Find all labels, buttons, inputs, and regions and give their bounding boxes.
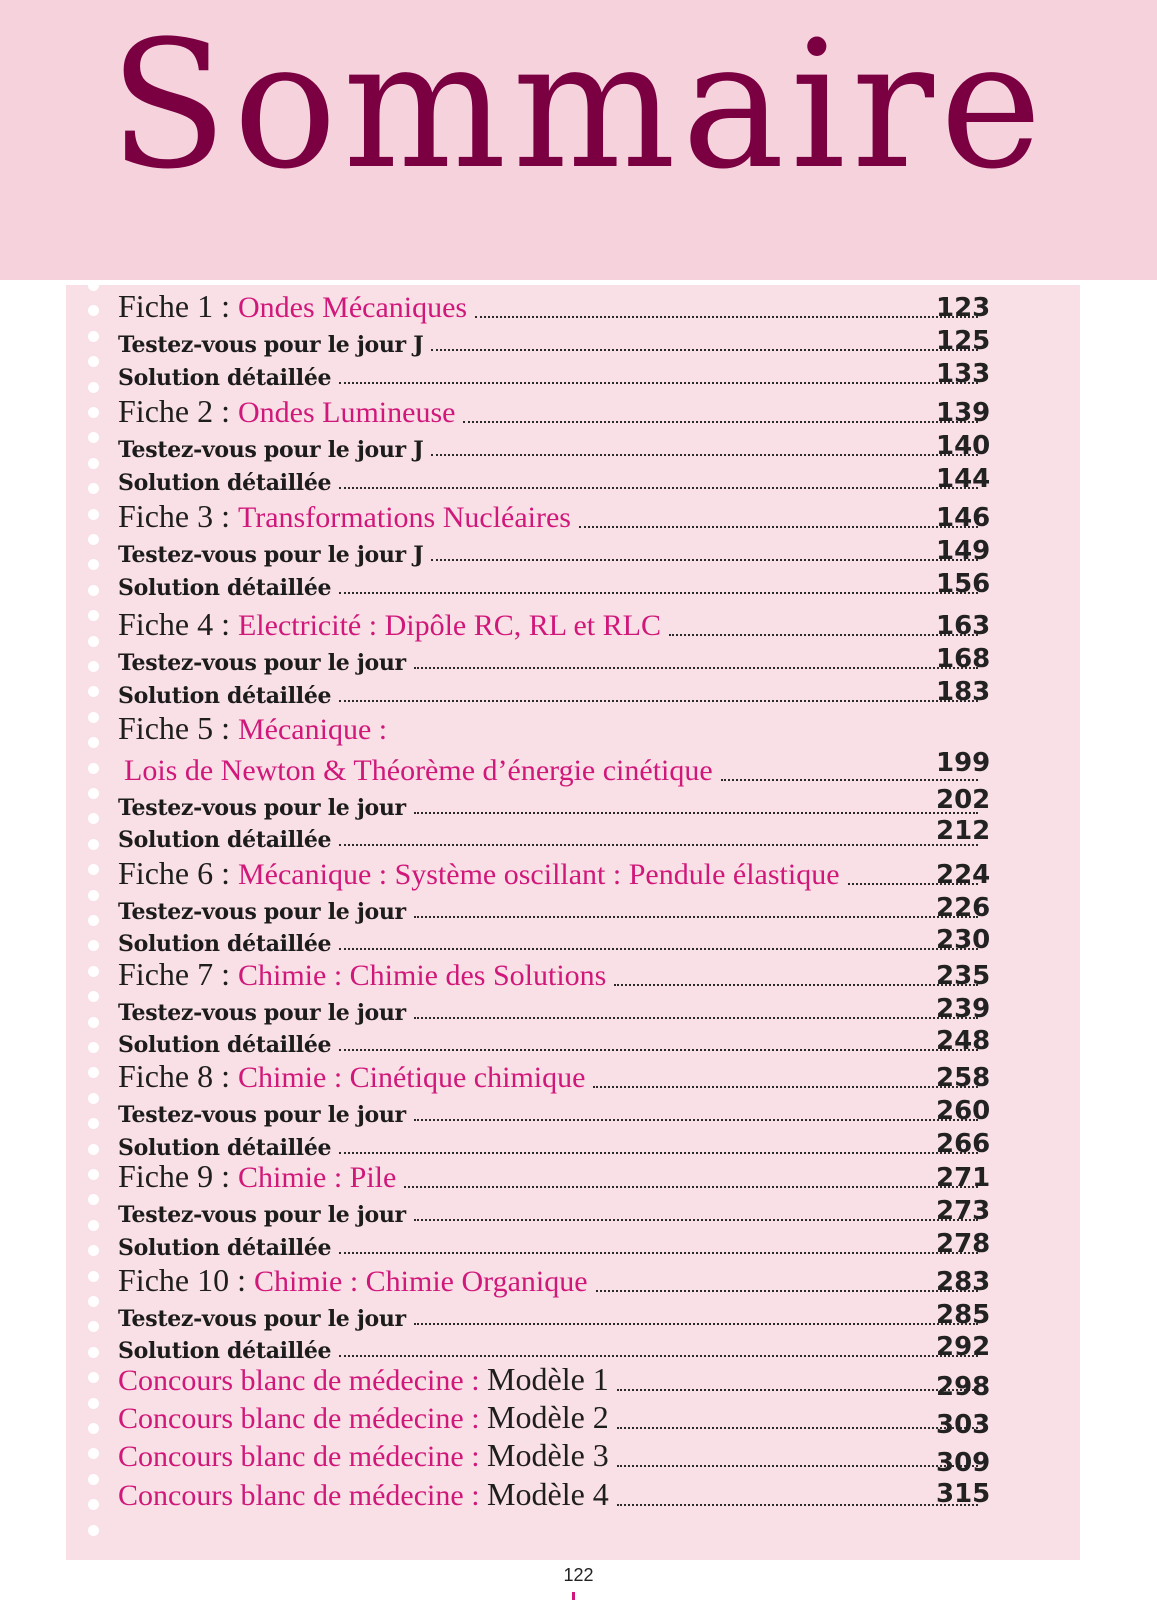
page-number: 202	[936, 785, 991, 815]
dot-leader	[475, 316, 978, 318]
binder-hole-icon	[88, 305, 99, 316]
page-number: 144	[936, 464, 991, 494]
fiche-topic: Chimie : Chimie Organique	[253, 1265, 588, 1298]
fiche-topic: Chimie : Cinétique chimique	[237, 1061, 586, 1094]
binder-hole-icon	[88, 1194, 99, 1205]
sub-label: Testez-vous pour le jour	[118, 795, 406, 821]
toc-entry-solution[interactable]	[118, 466, 998, 496]
page-number: 139	[936, 398, 991, 428]
toc-entry-test[interactable]	[118, 646, 998, 676]
sub-label: Solution détaillée	[118, 470, 332, 496]
page-number: 285	[936, 1300, 991, 1330]
binder-hole-icon	[88, 382, 99, 393]
binder-hole-icon	[88, 737, 99, 748]
toc-entry-concours-3[interactable]	[118, 1437, 998, 1478]
dot-leader	[339, 844, 978, 846]
fiche-topic-continued: Lois de Newton & Théorème d’énergie cinétique	[124, 754, 713, 787]
page-number: 235	[936, 961, 991, 991]
fiche-label: Fiche 1 :	[118, 288, 238, 324]
dot-leader	[339, 1152, 978, 1154]
page-number: 315	[936, 1479, 991, 1509]
toc-entry-solution[interactable]	[118, 1231, 998, 1261]
concours-label: Concours blanc de médecine :	[118, 1479, 488, 1512]
page-number: 278	[936, 1229, 991, 1259]
binder-hole-icon	[88, 1296, 99, 1307]
sub-label: Solution détaillée	[118, 931, 332, 957]
toc-entry-solution[interactable]	[118, 571, 998, 601]
fiche-label: Fiche 7 :	[118, 956, 238, 992]
fiche-topic: Chimie : Pile	[237, 1161, 397, 1194]
toc-entry-fiche-3[interactable]	[118, 498, 998, 535]
dot-leader	[414, 916, 978, 918]
dot-leader	[721, 779, 978, 781]
fiche-label: Fiche 6 :	[118, 855, 238, 891]
dot-leader	[414, 1323, 978, 1325]
toc-entry-fiche-4[interactable]	[118, 606, 998, 643]
dot-leader	[614, 984, 978, 986]
dot-leader	[669, 634, 978, 636]
page-number: 125	[936, 326, 991, 356]
binder-hole-icon	[88, 1042, 99, 1053]
binder-hole-icon	[88, 1118, 99, 1129]
sub-label: Testez-vous pour le jour	[118, 1102, 406, 1128]
page-title: Sommaire	[109, 3, 1048, 208]
model-label: Modèle 1	[487, 1361, 609, 1397]
binder-hole-icon	[88, 1423, 99, 1434]
fiche-topic: Electricité : Dipôle RC, RL et RLC	[237, 609, 661, 642]
dot-leader	[339, 1355, 978, 1357]
dot-leader	[339, 487, 978, 489]
dot-leader	[339, 948, 978, 950]
binder-hole-icon	[88, 585, 99, 596]
fiche-topic: Transformations Nucléaires	[237, 501, 571, 534]
binder-holes	[88, 280, 100, 1535]
toc-entry-solution[interactable]	[118, 361, 998, 391]
toc-entry-fiche-7[interactable]	[118, 956, 998, 993]
toc-entry-fiche-10[interactable]	[118, 1262, 998, 1299]
dot-leader	[617, 1389, 978, 1391]
binder-hole-icon	[88, 763, 99, 774]
page-number: 298	[936, 1372, 991, 1402]
dot-leader	[414, 1017, 978, 1019]
dot-leader	[431, 454, 978, 456]
toc-entry-concours-1[interactable]	[118, 1361, 998, 1402]
toc-entry-test[interactable]	[118, 895, 998, 925]
sub-label: Solution détaillée	[118, 1338, 332, 1364]
page-number: 168	[936, 644, 991, 674]
toc-entry-solution[interactable]	[118, 1028, 998, 1058]
sub-label: Solution détaillée	[118, 1135, 332, 1161]
toc-entry-test[interactable]	[118, 785, 998, 821]
binder-hole-icon	[88, 813, 99, 824]
binder-hole-icon	[88, 1271, 99, 1282]
sub-label: Testez-vous pour le jour	[118, 1306, 406, 1332]
toc-entry-fiche-1[interactable]	[118, 288, 998, 325]
binder-hole-icon	[88, 280, 99, 291]
fiche-label: Fiche 8 :	[118, 1058, 238, 1094]
page-number: 309	[936, 1448, 991, 1478]
page-number: 140	[936, 431, 991, 461]
page-number: 163	[936, 611, 991, 641]
binder-hole-icon	[88, 1398, 99, 1409]
dot-leader	[617, 1504, 978, 1506]
dot-leader	[463, 421, 978, 423]
dot-leader	[579, 526, 978, 528]
sub-label: Solution détaillée	[118, 683, 332, 709]
toc-entry-test[interactable]	[118, 1198, 998, 1228]
toc-entry-fiche-8[interactable]	[118, 1058, 998, 1095]
toc-entry-solution[interactable]	[118, 1334, 998, 1364]
dot-leader	[596, 1290, 978, 1292]
dot-leader	[339, 1049, 978, 1051]
toc-entry-solution[interactable]	[118, 1131, 998, 1161]
model-label: Modèle 2	[487, 1399, 609, 1435]
fiche-topic: Ondes Lumineuse	[237, 396, 456, 429]
page-number: 283	[936, 1267, 991, 1297]
binder-hole-icon	[88, 1220, 99, 1231]
fiche-label: Fiche 9 :	[118, 1158, 238, 1194]
page-number: 226	[936, 893, 991, 923]
toc-entry-fiche-9[interactable]	[118, 1158, 998, 1195]
sub-label: Testez-vous pour le jour J	[118, 332, 424, 358]
concours-label: Concours blanc de médecine :	[118, 1402, 488, 1435]
fiche-topic: Mécanique :	[237, 713, 388, 746]
binder-hole-icon	[88, 1448, 99, 1459]
binder-hole-icon	[88, 509, 99, 520]
toc-entry-test[interactable]	[118, 1302, 998, 1332]
toc-entry-fiche-5[interactable]	[118, 710, 998, 747]
fiche-label: Fiche 10 :	[118, 1262, 254, 1298]
binder-hole-icon	[88, 1017, 99, 1028]
toc-entry-test[interactable]	[118, 328, 998, 358]
dot-leader	[414, 1219, 978, 1221]
sub-label: Solution détaillée	[118, 365, 332, 391]
binder-hole-icon	[88, 1474, 99, 1485]
binder-hole-icon	[88, 661, 99, 672]
dot-leader	[339, 700, 978, 702]
dot-leader	[339, 382, 978, 384]
dot-leader	[414, 1119, 978, 1121]
fiche-label: Fiche 3 :	[118, 498, 238, 534]
binder-hole-icon	[88, 1347, 99, 1358]
binder-hole-icon	[88, 1245, 99, 1256]
page-number: 248	[936, 1026, 991, 1056]
fiche-topic: Chimie : Chimie des Solutions	[237, 959, 607, 992]
sub-label: Testez-vous pour le jour	[118, 650, 406, 676]
page-number: 156	[936, 569, 991, 599]
fiche-topic: Ondes Mécaniques	[237, 291, 468, 324]
page-number: 258	[936, 1063, 991, 1093]
footer-marker	[572, 1592, 575, 1600]
binder-hole-icon	[88, 534, 99, 545]
binder-hole-icon	[88, 636, 99, 647]
dot-leader	[617, 1427, 978, 1429]
sub-label: Testez-vous pour le jour	[118, 1202, 406, 1228]
page-number: 133	[936, 359, 991, 389]
binder-hole-icon	[88, 1499, 99, 1510]
page-number: 146	[936, 503, 991, 533]
page-number: 230	[936, 925, 991, 955]
page-number: 183	[936, 677, 991, 707]
sub-label: Solution détaillée	[118, 575, 332, 601]
binder-hole-icon	[88, 458, 99, 469]
concours-label: Concours blanc de médecine :	[118, 1440, 488, 1473]
toc-entry-fiche-5-line-2[interactable]	[124, 748, 998, 788]
page-number: 212	[936, 816, 991, 846]
binder-hole-icon	[88, 1372, 99, 1383]
sub-label: Solution détaillée	[118, 1032, 332, 1058]
toc-entry-fiche-6[interactable]	[118, 855, 998, 892]
binder-hole-icon	[88, 890, 99, 901]
binder-hole-icon	[88, 788, 99, 799]
binder-hole-icon	[88, 356, 99, 367]
binder-hole-icon	[88, 407, 99, 418]
toc-entry-solution[interactable]	[118, 927, 998, 957]
binder-hole-icon	[88, 864, 99, 875]
page-number: 239	[936, 994, 991, 1024]
binder-hole-icon	[88, 610, 99, 621]
dot-leader	[431, 349, 978, 351]
model-label: Modèle 4	[487, 1476, 609, 1512]
dot-leader	[404, 1186, 978, 1188]
dot-leader	[431, 559, 978, 561]
toc-entry-concours-2[interactable]	[118, 1399, 998, 1440]
binder-hole-icon	[88, 1169, 99, 1180]
toc-entry-fiche-2[interactable]	[118, 393, 998, 430]
page-number: 199	[936, 748, 991, 778]
page-number: 149	[936, 536, 991, 566]
page-number: 292	[936, 1332, 991, 1362]
header-banner	[0, 0, 1157, 280]
page-number: 271	[936, 1163, 991, 1193]
binder-hole-icon	[88, 1525, 99, 1536]
sub-label: Testez-vous pour le jour	[118, 899, 406, 925]
dot-leader	[339, 1252, 978, 1254]
toc-entry-test[interactable]	[118, 1098, 998, 1128]
sub-label: Testez-vous pour le jour	[118, 1000, 406, 1026]
fiche-label: Fiche 4 :	[118, 606, 238, 642]
binder-hole-icon	[88, 712, 99, 723]
page-number: 273	[936, 1196, 991, 1226]
dot-leader	[617, 1465, 978, 1467]
binder-hole-icon	[88, 991, 99, 1002]
page-number: 260	[936, 1096, 991, 1126]
binder-hole-icon	[88, 915, 99, 926]
page-number: 224	[936, 860, 991, 890]
binder-hole-icon	[88, 483, 99, 494]
page-number: 123	[936, 293, 991, 323]
toc-entry-solution[interactable]	[118, 816, 998, 853]
binder-hole-icon	[88, 940, 99, 951]
binder-hole-icon	[88, 1321, 99, 1332]
binder-hole-icon	[88, 1093, 99, 1104]
fiche-label: Fiche 2 :	[118, 393, 238, 429]
page-number: 266	[936, 1129, 991, 1159]
binder-hole-icon	[88, 966, 99, 977]
binder-hole-icon	[88, 686, 99, 697]
model-label: Modèle 3	[487, 1437, 609, 1473]
dot-leader	[414, 812, 978, 814]
binder-hole-icon	[88, 1144, 99, 1155]
sub-label: Solution détaillée	[118, 1235, 332, 1261]
page-number: 303	[936, 1410, 991, 1440]
toc-entry-test[interactable]	[118, 538, 998, 568]
binder-hole-icon	[88, 331, 99, 342]
footer-page-number: 122	[563, 1565, 594, 1585]
binder-hole-icon	[88, 432, 99, 443]
binder-hole-icon	[88, 559, 99, 570]
binder-hole-icon	[88, 1067, 99, 1078]
toc-entry-concours-4[interactable]	[118, 1476, 998, 1513]
fiche-topic: Mécanique : Système oscillant : Pendule élastique	[237, 858, 840, 891]
dot-leader	[414, 667, 978, 669]
concours-label: Concours blanc de médecine :	[118, 1364, 488, 1397]
sub-label: Testez-vous pour le jour J	[118, 437, 424, 463]
toc-entry-solution[interactable]	[118, 679, 998, 709]
dot-leader	[339, 592, 978, 594]
binder-hole-icon	[88, 839, 99, 850]
toc-entry-test[interactable]	[118, 433, 998, 463]
dot-leader	[593, 1086, 978, 1088]
sub-label: Solution détaillée	[118, 827, 332, 853]
fiche-label: Fiche 5 :	[118, 710, 238, 746]
sub-label: Testez-vous pour le jour J	[118, 542, 424, 568]
toc-entry-test[interactable]	[118, 996, 998, 1026]
